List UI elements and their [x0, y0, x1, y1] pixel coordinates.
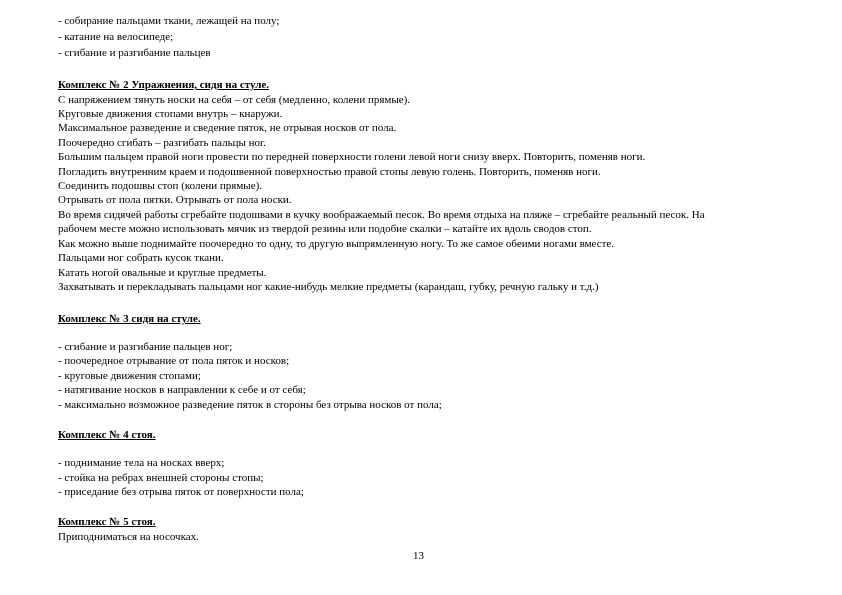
complex3-heading: Комплекс № 3 сидя на стуле.: [58, 313, 201, 325]
list-item: - натягивание носков в направлении к себе и от себя;: [58, 384, 306, 396]
text-line: Приподниматься на носочках.: [58, 531, 199, 543]
text-line: Отрывать от пола пятки. Отрывать от пола носки.: [58, 194, 292, 206]
text-line: Погладить внутренним краем и подошвенной поверхностью правой стопы левую голень. Повторить, поменяв ноги.: [58, 166, 601, 178]
complex2-heading: Комплекс № 2 Упражнения, сидя на стуле.: [58, 79, 270, 91]
list-item: - стойка на ребрах внешней стороны стопы;: [58, 472, 264, 484]
text-line: Во время сидячей работы сгребайте подошвами в кучку воображаемый песок. Во время отдыха на пляже – сгребайте реальный песок. На: [58, 209, 705, 221]
page-number: 13: [413, 550, 424, 562]
list-item: - максимально возможное разведение пяток в стороны без отрыва носков от пола;: [58, 399, 442, 411]
text-line: Захватывать и перекладывать пальцами ног какие-нибудь мелкие предметы (карандаш, губку, речную гальку и т.д.): [58, 281, 599, 293]
text-line: Поочередно сгибать – разгибать пальцы ног.: [58, 137, 267, 149]
list-item: - круговые движения стопами;: [58, 370, 201, 382]
list-item: - приседание без отрыва пяток от поверхности пола;: [58, 486, 304, 498]
list-item: - сгибание и разгибание пальцев: [58, 47, 211, 59]
text-line: Большим пальцем правой ноги провести по передней поверхности голени левой ноги снизу вверх. Повторить, поменяв ноги.: [58, 151, 646, 163]
list-item: - поднимание тела на носках вверх;: [58, 457, 225, 469]
list-item: - катание на велосипеде;: [58, 31, 174, 43]
text-line: рабочем месте можно использовать мячик из твердой резины или подобие скалки – катайте их вдоль сводов стоп.: [58, 223, 592, 235]
text-line: С напряжением тянуть носки на себя – от себя (медленно, колени прямые).: [58, 94, 411, 106]
text-line: Соединить подошвы стоп (колени прямые).: [58, 180, 262, 192]
list-item: - поочередное отрывание от пола пяток и носков;: [58, 355, 290, 367]
text-line: Как можно выше поднимайте поочередно то одну, то другую выпрямленную ногу. То же самое обеими ногами вместе.: [58, 238, 615, 250]
text-line: Максимальное разведение и сведение пяток, не отрывая носков от пола.: [58, 122, 397, 134]
text-line: Катать ногой овальные и круглые предметы.: [58, 267, 267, 279]
complex4-heading: Комплекс № 4 стоя.: [58, 429, 156, 441]
list-item: - сгибание и разгибание пальцев ног;: [58, 341, 233, 353]
list-item: - собирание пальцами ткани, лежащей на полу;: [58, 15, 280, 27]
text-line: Круговые движения стопами внутрь – кнаружи.: [58, 108, 283, 120]
text-line: Пальцами ног собрать кусок ткани.: [58, 252, 224, 264]
complex5-heading: Комплекс № 5 стоя.: [58, 516, 156, 528]
